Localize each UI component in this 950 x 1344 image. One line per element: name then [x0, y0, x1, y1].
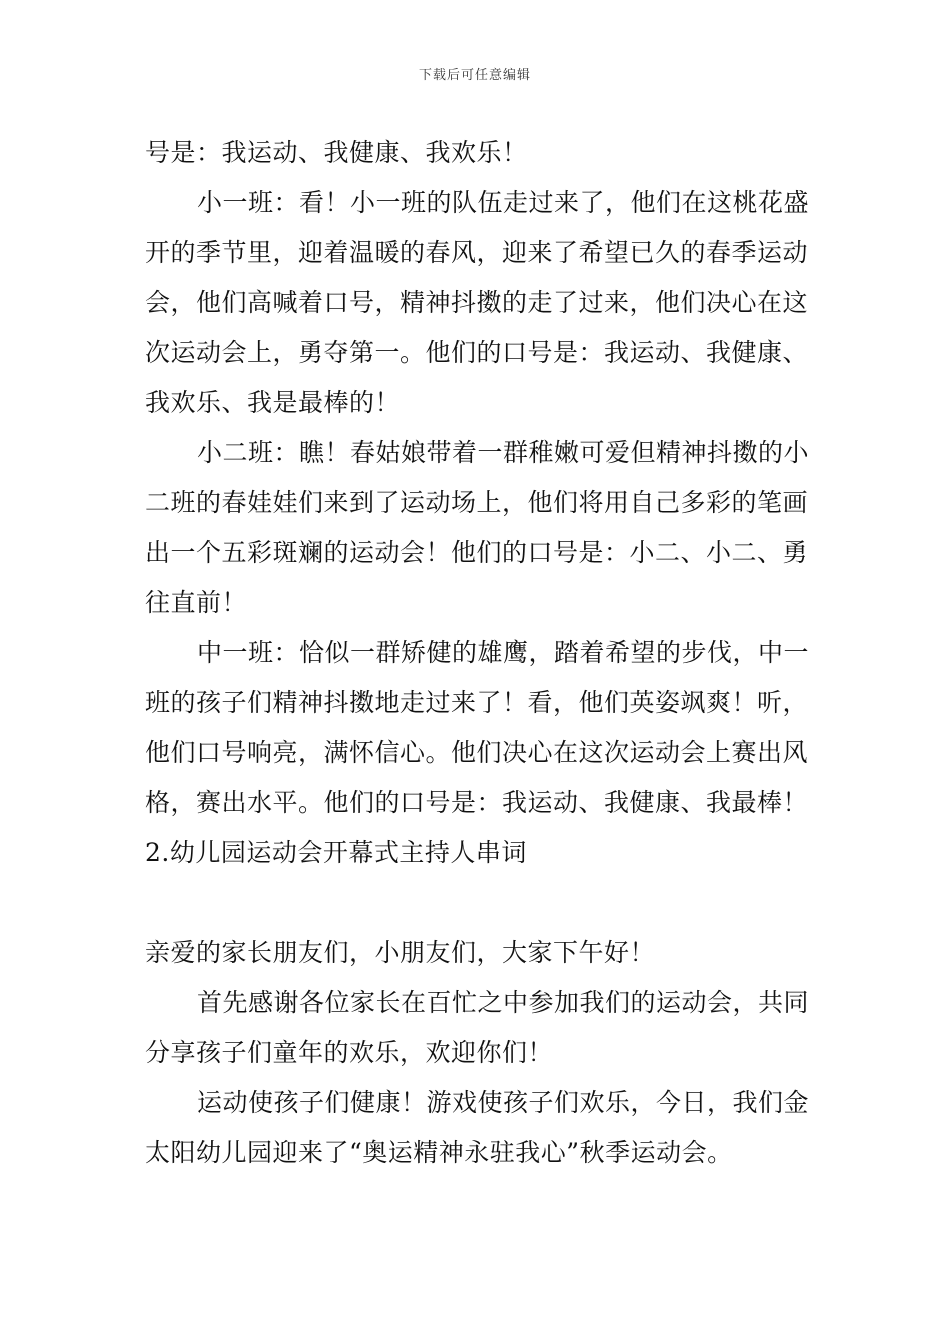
paragraph-intro: 运动使孩子们健康！游戏使孩子们欢乐，今日，我们金太阳幼儿园迎来了“奥运精神永驻我心”秋季运动会。: [145, 1088, 810, 1167]
paragraph-class-small-2: 小二班：瞧！春姑娘带着一群稚嫩可爱但精神抖擞的小二班的春娃娃们来到了运动场上，他们将用自己多彩的笔画出一个五彩斑斓的运动会！他们的口号是：小二、小二、勇往直前！: [145, 438, 810, 617]
paragraph-thanks: 首先感谢各位家长在百忙之中参加我们的运动会，共同分享孩子们童年的欢乐，欢迎你们！: [145, 988, 810, 1067]
paragraph-class-small-1: 小一班：看！小一班的队伍走过来了，他们在这桃花盛开的季节里，迎着温暖的春风，迎来了希望已久的春季运动会，他们高喊着口号，精神抖擞的走了过来，他们决心在这次运动会上，勇夺第一。他们的口号是：我运动、我健康、我欢乐、我是最棒的！: [145, 188, 810, 417]
paragraph-greeting: 亲爱的家长朋友们，小朋友们，大家下午好！: [145, 938, 656, 967]
page-header: 下载后可任意编辑: [418, 68, 531, 83]
paragraph-slogan-continued: 号是：我运动、我健康、我欢乐！: [145, 138, 528, 167]
document-body: [145, 128, 825, 1178]
section-heading: 2.幼儿园运动会开幕式主持人串词: [145, 838, 527, 867]
blank-line: [145, 878, 825, 928]
paragraph-class-middle-1: 中一班：恰似一群矫健的雄鹰，踏着希望的步伐，中一班的孩子们精神抖擞地走过来了！看，他们英姿飒爽！听，他们口号响亮，满怀信心。他们决心在这次运动会上赛出风格，赛出水平。他们的口号是：我运动、我健康、我最棒！: [145, 638, 810, 817]
